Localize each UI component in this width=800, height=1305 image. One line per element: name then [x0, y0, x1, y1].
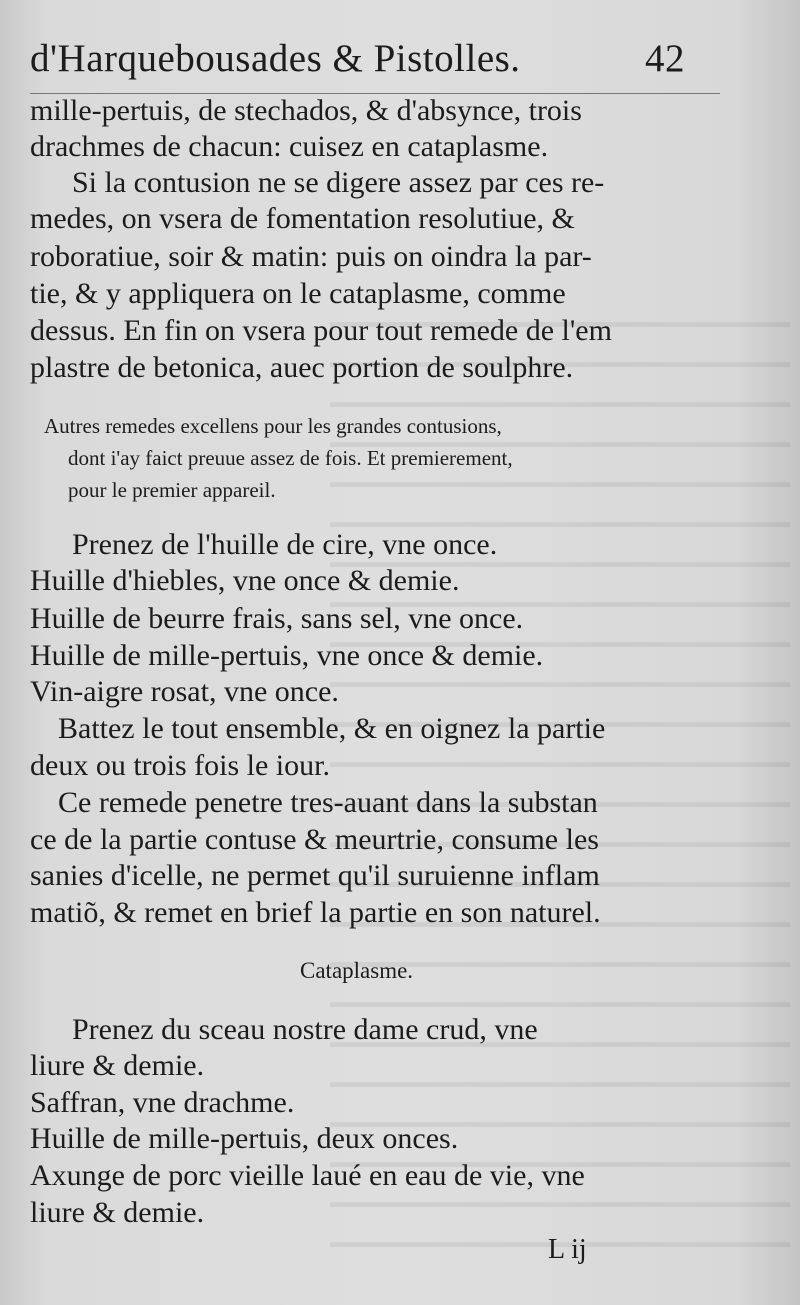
- text-line: mille-pertuis, de stechados, & d'absynce, trois: [30, 94, 582, 127]
- text-line: plastre de betonica, auec portion de soulphre.: [30, 351, 574, 384]
- recipe-line: Huille d'hiebles, vne once & demie.: [30, 564, 460, 597]
- recipe-line: Battez le tout ensemble, & en oignez la partie: [58, 712, 606, 745]
- text-line: drachmes de chacun: cuisez en cataplasme.: [30, 130, 549, 163]
- running-head: [30, 36, 685, 81]
- recipe-line: Ce remede penetre tres-auant dans la substan: [58, 786, 598, 819]
- recipe-line: Prenez de l'huille de cire, vne once.: [72, 528, 498, 561]
- text-line: Si la contusion ne se digere assez par ces re-: [72, 166, 605, 199]
- text-line: tie, & y appliquera on le cataplasme, comme: [30, 277, 566, 310]
- recipe-line: Axunge de porc vieille laué en eau de vie, vne: [30, 1159, 585, 1192]
- show-through-text: [330, 300, 790, 1250]
- recipe-line: Prenez du sceau nostre dame crud, vne: [72, 1013, 538, 1046]
- text-line: roboratiue, soir & matin: puis on oindra la par-: [30, 240, 592, 273]
- recipe-line: Huille de beurre frais, sans sel, vne once.: [30, 602, 524, 635]
- section-heading-line: Autres remedes excellens pour les grandes contusions,: [44, 414, 502, 438]
- recipe-line: liure & demie.: [30, 1196, 205, 1229]
- recipe-line: Vin-aigre rosat, vne once.: [30, 675, 339, 708]
- recipe-line: deux ou trois fois le iour.: [30, 749, 330, 782]
- section-heading-line: pour le premier appareil.: [68, 478, 276, 502]
- text-line: medes, on vsera de fomentation resolutiue, &: [30, 202, 575, 235]
- recipe-line: Huille de mille-pertuis, vne once & demie.: [30, 639, 544, 672]
- running-title: d'Harquebousades & Pistolles.: [30, 37, 521, 80]
- recipe-line: liure & demie.: [30, 1049, 205, 1082]
- recipe-line: Huille de mille-pertuis, deux onces.: [30, 1122, 459, 1155]
- page-number: 42: [645, 37, 685, 80]
- text-line: dessus. En fin on vsera pour tout remede de l'em: [30, 314, 612, 347]
- cataplasme-title: Cataplasme.: [300, 958, 414, 983]
- signature-mark: L ij: [548, 1234, 587, 1265]
- recipe-line: Saffran, vne drachme.: [30, 1086, 295, 1119]
- recipe-line: ce de la partie contuse & meurtrie, consume les: [30, 823, 599, 856]
- recipe-line: matiõ, & remet en brief la partie en son naturel.: [30, 896, 601, 929]
- recipe-line: sanies d'icelle, ne permet qu'il suruienne inflam: [30, 859, 600, 892]
- section-heading-line: dont i'ay faict preuue assez de fois. Et premierement,: [68, 446, 513, 470]
